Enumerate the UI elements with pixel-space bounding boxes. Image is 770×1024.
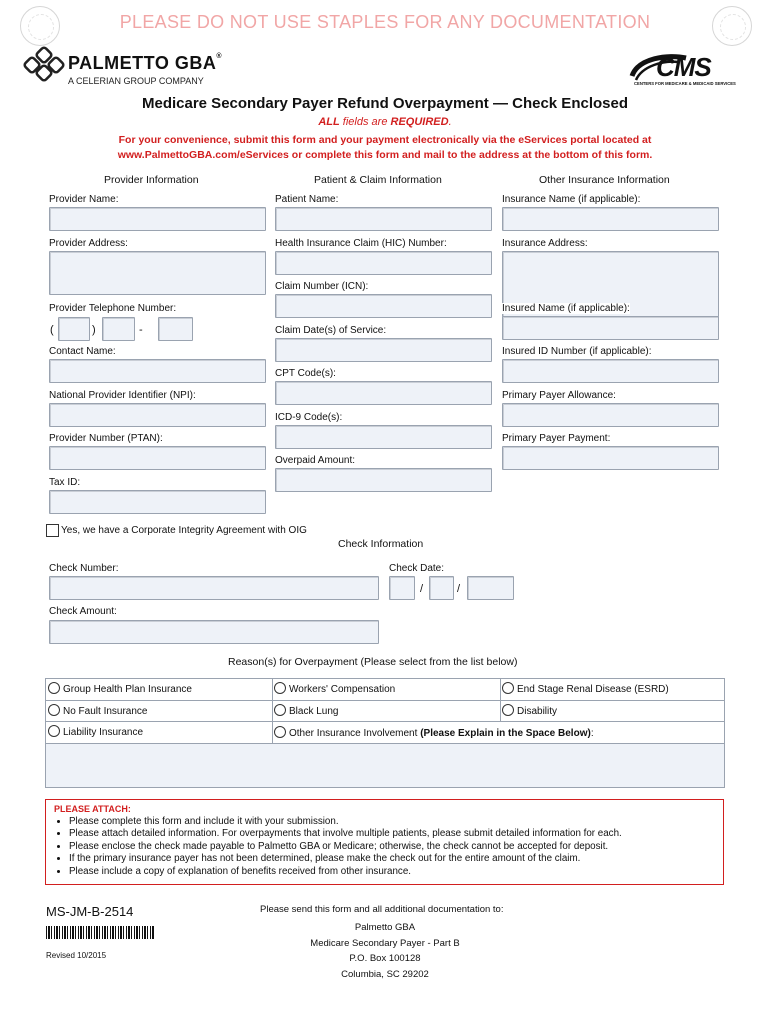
reason-label: No Fault Insurance [63, 706, 148, 717]
attach-item: • Please enclose the check made payable to Palmetto GBA or Medicare; otherwise, the check cannot be accepted for deposit. [69, 841, 715, 853]
cpt-codes-label: CPT Code(s): [275, 368, 336, 379]
phone-prefix-field[interactable] [102, 317, 135, 341]
check-date-slash-1: / [420, 583, 424, 595]
reason-esrd[interactable] [502, 682, 669, 695]
contact-name-label: Contact Name: [49, 346, 116, 357]
revised-date: Revised 10/2015 [46, 951, 107, 960]
palmetto-tagline: A CELERIAN GROUP COMPANY [68, 76, 204, 86]
required-middle: fields are [339, 116, 391, 128]
phone-dash: - [139, 324, 143, 336]
required-word: REQUIRED [390, 116, 449, 128]
attach-item: • Please attach detailed information. For overpayments that involve multiple patients, please submit detailed information for each. [69, 828, 715, 840]
please-attach-box [45, 799, 724, 885]
integrity-agreement-label: Yes, we have a Corporate Integrity Agreement with OIG [61, 525, 307, 536]
service-dates-label: Claim Date(s) of Service: [275, 325, 387, 336]
check-amount-field[interactable] [49, 620, 379, 644]
mail-address-line: Medicare Secondary Payer - Part B [310, 938, 460, 949]
radio-button-icon[interactable] [48, 704, 60, 716]
reason-label: Liability Insurance [63, 727, 144, 738]
radio-button-icon[interactable] [502, 682, 514, 694]
patient-name-label: Patient Name: [275, 194, 339, 205]
form-title: Medicare Secondary Payer Refund Overpayment — Check Enclosed [141, 95, 628, 112]
insurance-name-field[interactable] [502, 207, 719, 231]
provider-name-label: Provider Name: [49, 194, 119, 205]
overpaid-amount-field[interactable] [275, 468, 492, 492]
radio-button-icon[interactable] [274, 726, 286, 738]
mail-address-line: Columbia, SC 29202 [341, 969, 429, 980]
primary-payer-allowance-field[interactable] [502, 403, 719, 427]
form-id: MS-JM-B-2514 [46, 904, 134, 919]
primary-payer-payment-field[interactable] [502, 446, 719, 470]
reason-label: Black Lung [289, 706, 339, 717]
check-date-slash-2: / [457, 583, 461, 595]
reason-workers-comp[interactable] [274, 682, 395, 695]
attach-item: • Please complete this form and include it with your submission. [69, 816, 715, 828]
other-insurance-heading: Other Insurance Information [539, 174, 670, 186]
integrity-agreement-checkbox[interactable] [46, 524, 59, 537]
hic-number-label: Health Insurance Claim (HIC) Number: [275, 238, 447, 249]
phone-open-paren: ( [50, 324, 54, 336]
reason-group-health[interactable] [48, 682, 192, 695]
ptan-field[interactable] [49, 446, 266, 470]
provider-telephone-label: Provider Telephone Number: [49, 303, 177, 314]
cms-tagline: CENTERS FOR MEDICARE & MEDICAID SERVICES [634, 81, 736, 86]
icn-label: Claim Number (ICN): [275, 281, 369, 292]
provider-address-field[interactable] [49, 251, 266, 295]
cms-logo [628, 54, 748, 90]
cms-wordmark: CMS [656, 52, 711, 82]
palmetto-logo-icon [22, 45, 66, 85]
check-date-day-field[interactable] [429, 576, 454, 600]
patient-info-heading: Patient & Claim Information [314, 174, 442, 186]
reason-explain-note: (Please Explain in the Space Below) [420, 728, 591, 739]
required-all: ALL [318, 116, 340, 128]
contact-name-field[interactable] [49, 359, 266, 383]
check-amount-label: Check Amount: [49, 606, 117, 617]
insurance-address-label: Insurance Address: [502, 238, 588, 249]
attach-list [54, 816, 715, 878]
tax-id-label: Tax ID: [49, 477, 81, 488]
reason-label: Disability [517, 706, 558, 717]
ptan-label: Provider Number (PTAN): [49, 433, 163, 444]
overpaid-amount-label: Overpaid Amount: [275, 455, 356, 466]
phone-area-code-field[interactable] [58, 317, 90, 341]
insurance-name-label: Insurance Name (if applicable): [502, 194, 641, 205]
service-dates-field[interactable] [275, 338, 492, 362]
intro-line-2: www.PalmettoGBA.com/eServices or complete this form and mail to the address at the bottom of this form. [117, 149, 653, 161]
please-attach-heading: PLEASE ATTACH: [54, 804, 131, 814]
primary-payer-payment-label: Primary Payer Payment: [502, 433, 611, 444]
primary-payer-allowance-label: Primary Payer Allowance: [502, 390, 616, 401]
reason-label: Workers' Compensation [289, 684, 396, 695]
icd9-codes-field[interactable] [275, 425, 492, 449]
send-note: Please send this form and all additional documentation to: [260, 904, 504, 915]
radio-button-icon[interactable] [274, 682, 286, 694]
intro-line-1: For your convenience, submit this form and your payment electronically via the eServices portal located at [118, 134, 652, 146]
phone-line-field[interactable] [158, 317, 193, 341]
attach-item: • If the primary insurance payer has not been determined, please make the check out for the entire amount of the claim. [69, 853, 715, 865]
required-note [0, 116, 770, 128]
barcode [46, 926, 154, 939]
palmetto-brand: PALMETTO GBA [68, 53, 217, 73]
no-staples-banner: PLEASE DO NOT USE STAPLES FOR ANY DOCUMENTATION [119, 12, 651, 32]
insured-name-label: Insured Name (if applicable): [502, 303, 630, 314]
patient-name-field[interactable] [275, 207, 492, 231]
check-date-year-field[interactable] [467, 576, 514, 600]
reason-disability[interactable] [502, 704, 557, 717]
reason-colon: : [590, 728, 594, 739]
npi-field[interactable] [49, 403, 266, 427]
insured-id-field[interactable] [502, 359, 719, 383]
check-info-heading: Check Information [338, 538, 424, 550]
reason-explanation-field[interactable] [46, 743, 724, 787]
provider-address-label: Provider Address: [49, 238, 128, 249]
insured-id-label: Insured ID Number (if applicable): [502, 346, 652, 357]
palmetto-logo [22, 45, 222, 90]
insured-name-field[interactable] [502, 316, 719, 340]
provider-info-heading: Provider Information [104, 174, 199, 186]
icn-field[interactable] [275, 294, 492, 318]
reason-label: End Stage Renal Disease (ESRD) [517, 684, 669, 695]
registered-mark: ® [216, 53, 223, 60]
check-number-field[interactable] [49, 576, 379, 600]
reason-liability[interactable] [48, 725, 143, 738]
required-end: . [448, 116, 452, 128]
check-date-label: Check Date: [389, 563, 445, 574]
radio-button-icon[interactable] [48, 725, 60, 737]
phone-close-paren: ) [92, 324, 96, 336]
provider-name-field[interactable] [49, 207, 266, 231]
icd9-codes-label: ICD-9 Code(s): [275, 412, 343, 423]
cpt-codes-field[interactable] [275, 381, 492, 405]
mail-address-line: Palmetto GBA [354, 922, 416, 933]
radio-button-icon[interactable] [274, 704, 286, 716]
radio-button-icon[interactable] [502, 704, 514, 716]
reason-no-fault[interactable] [48, 704, 148, 717]
hic-number-field[interactable] [275, 251, 492, 275]
radio-button-icon[interactable] [48, 682, 60, 694]
reason-label: Group Health Plan Insurance [63, 684, 192, 695]
reason-black-lung[interactable] [274, 704, 338, 717]
tax-id-field[interactable] [49, 490, 266, 514]
reason-other-insurance[interactable] [274, 726, 594, 739]
mail-address-line: P.O. Box 100128 [349, 953, 421, 964]
attach-item: • Please include a copy of explanation of benefits received from other insurance. [69, 866, 715, 878]
npi-label: National Provider Identifier (NPI): [49, 390, 196, 401]
reasons-heading: Reason(s) for Overpayment (Please select from the list below) [228, 656, 518, 668]
reason-label: Other Insurance Involvement [289, 728, 421, 739]
check-date-month-field[interactable] [389, 576, 415, 600]
check-number-label: Check Number: [49, 563, 119, 574]
